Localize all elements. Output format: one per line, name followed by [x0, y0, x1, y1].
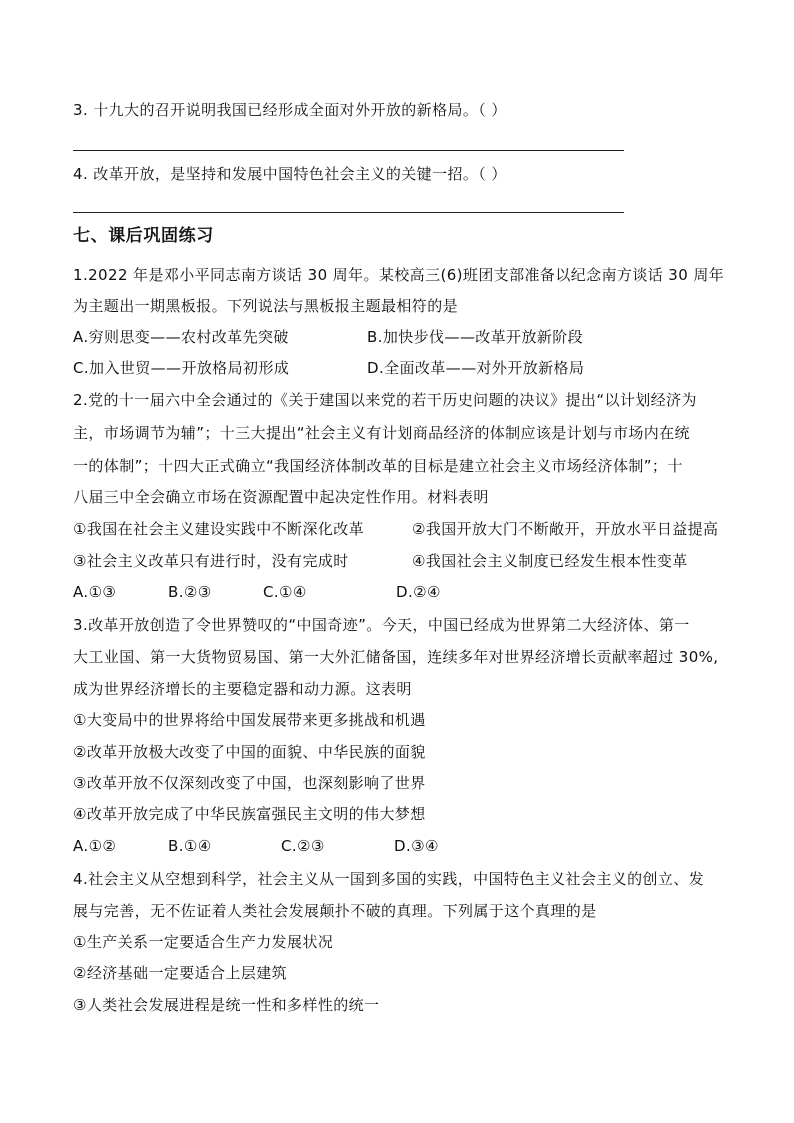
q2-stem-line: 八届三中全会确立市场在资源配置中起决定性作用。材料表明 — [73, 488, 489, 506]
q1-stem-line: 1.2022 年是邓小平同志南方谈话 30 周年。某校高三(6)班团支部准备以纪念南方谈话 30 周年 — [73, 266, 725, 284]
judgment-3: 3. 十九大的召开说明我国已经形成全面对外开放的新格局。（ ） — [73, 101, 507, 119]
q3-stem-line: 3.改革开放创造了令世界赞叹的“中国奇迹”。今天，中国已经成为世界第二大经济体、第一 — [73, 616, 690, 634]
q4-item-3: ③人类社会发展进程是统一性和多样性的统一 — [73, 996, 380, 1014]
answer-line-4 — [73, 212, 624, 213]
q2-item-2: ②我国开放大门不断敞开，开放水平日益提高 — [412, 520, 719, 538]
q1-option-c: C.加入世贸——开放格局初形成 — [73, 359, 290, 377]
q2-option-a: A.①③ — [73, 583, 117, 601]
q2-stem-line: 主，市场调节为辅”；十三大提出“社会主义有计划商品经济的体制应该是计划与市场内在统 — [73, 424, 690, 442]
section-title: 七、课后巩固练习 — [73, 226, 214, 246]
q4-stem-line: 展与完善，无不佐证着人类社会发展颠扑不破的真理。下列属于这个真理的是 — [73, 902, 597, 920]
q3-stem-line: 成为世界经济增长的主要稳定器和动力源。这表明 — [73, 680, 412, 698]
judgment-4: 4. 改革开放，是坚持和发展中国特色社会主义的关键一招。（ ） — [73, 165, 507, 183]
q1-option-a: A.穷则思变——农村改革先突破 — [73, 328, 289, 346]
q3-option-c: C.②③ — [281, 837, 325, 855]
q3-item-4: ④改革开放完成了中华民族富强民主文明的伟大梦想 — [73, 805, 426, 823]
answer-line-3 — [73, 150, 624, 151]
q3-item-2: ②改革开放极大改变了中国的面貌、中华民族的面貌 — [73, 743, 426, 761]
q3-item-3: ③改革开放不仅深刻改变了中国，也深刻影响了世界 — [73, 774, 426, 792]
q4-item-1: ①生产关系一定要适合生产力发展状况 — [73, 933, 334, 951]
q2-stem-line: 一的体制”；十四大正式确立“我国经济体制改革的目标是建立社会主义市场经济体制”；十 — [73, 457, 683, 475]
q2-item-1: ①我国在社会主义建设实践中不断深化改革 — [73, 520, 365, 538]
q3-option-a: A.①② — [73, 837, 117, 855]
q2-stem-line: 2.党的十一届六中全会通过的《关于建国以来党的若干历史问题的决议》提出“以计划经济为 — [73, 391, 697, 409]
q1-option-b: B.加快步伐——改革开放新阶段 — [367, 328, 584, 346]
q3-option-d: D.③④ — [394, 837, 439, 855]
q2-option-d: D.②④ — [396, 583, 441, 601]
q4-item-2: ②经济基础一定要适合上层建筑 — [73, 964, 288, 982]
q3-item-1: ①大变局中的世界将给中国发展带来更多挑战和机遇 — [73, 711, 426, 729]
q3-stem-line: 大工业国、第一大货物贸易国、第一大外汇储备国，连续多年对世界经济增长贡献率超过 30%, — [73, 648, 719, 666]
q2-option-b: B.②③ — [168, 583, 212, 601]
q2-option-c: C.①④ — [263, 583, 307, 601]
q4-stem-line: 4.社会主义从空想到科学，社会主义从一国到多国的实践，中国特色主义社会主义的创立、发 — [73, 870, 705, 888]
q2-item-4: ④我国社会主义制度已经发生根本性变革 — [412, 552, 688, 570]
q1-stem-line: 为主题出一期黑板报。下列说法与黑板报主题最相符的是 — [73, 297, 459, 315]
q3-option-b: B.①④ — [168, 837, 212, 855]
q1-option-d: D.全面改革——对外开放新格局 — [367, 359, 585, 377]
q2-item-3: ③社会主义改革只有进行时，没有完成时 — [73, 552, 349, 570]
